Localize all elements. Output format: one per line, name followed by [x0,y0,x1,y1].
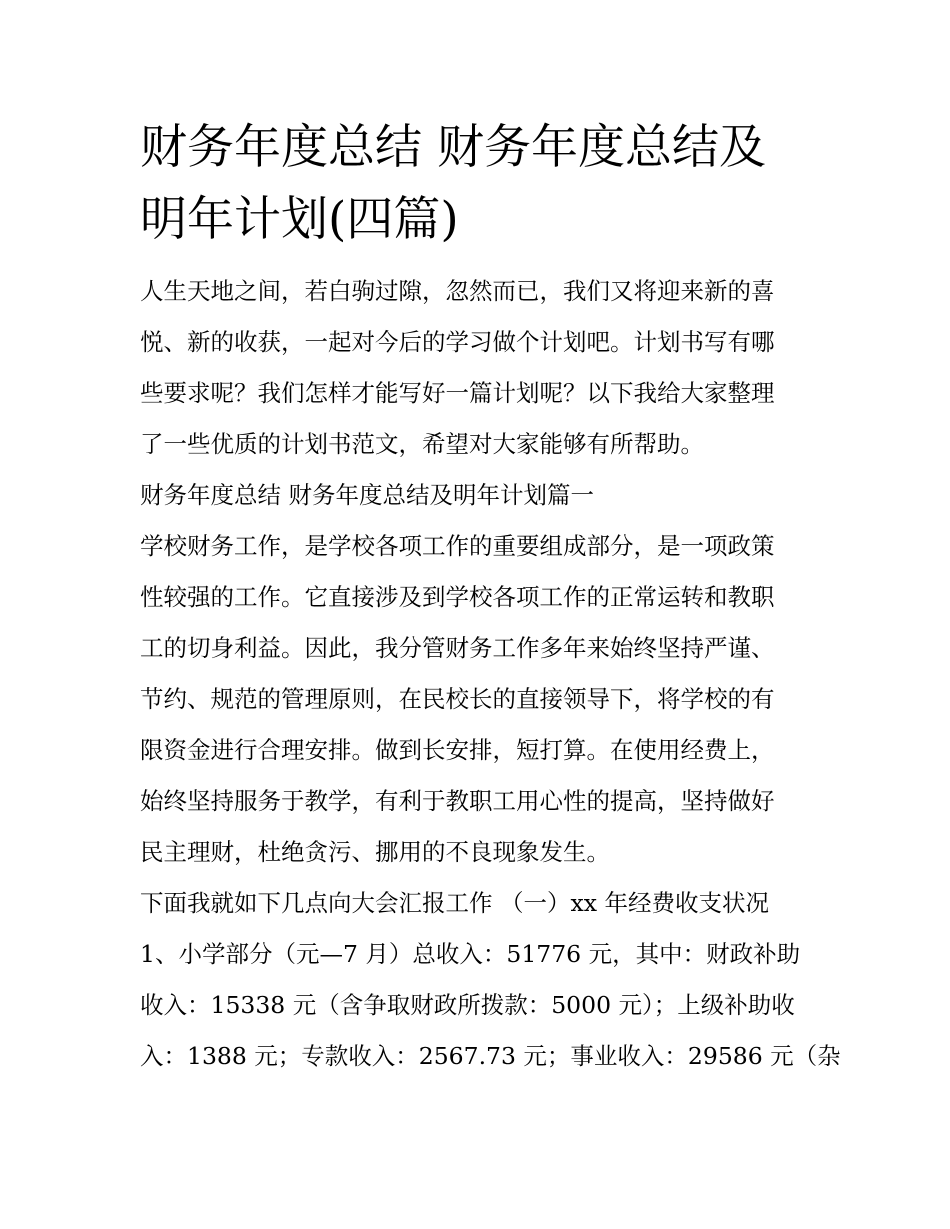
intro-line-2: 悦、新的收获，一起对今后的学习做个计划吧。计划书写有哪 [140,328,775,356]
paragraph-line-2: 性较强的工作。它直接涉及到学校各项工作的正常运转和教职 [140,583,775,611]
intro-line-3: 些要求呢？我们怎样才能写好一篇计划呢？以下我给大家整理 [140,379,775,407]
report-line-4: 入：1388 元；专款收入：2567.73 元；事业收入：29586 元（杂 [140,1042,841,1070]
paragraph-line-7: 民主理财，杜绝贪污、挪用的不良现象发生。 [140,838,610,866]
report-line-1: 下面我就如下几点向大会汇报工作 （一）xx 年经费收支状况 [140,889,769,917]
paragraph-line-5: 限资金进行合理安排。做到长安排，短打算。在使用经费上， [140,736,775,764]
title-line-1: 财务年度总结 财务年度总结及 [140,120,766,175]
document-title [140,112,820,256]
paragraph-line-4: 节约、规范的管理原则，在民校长的直接领导下，将学校的有 [140,685,775,713]
title-line-2: 明年计划(四篇) [140,192,459,247]
paragraph-line-1: 学校财务工作，是学校各项工作的重要组成部分，是一项政策 [140,532,775,560]
intro-line-1: 人生天地之间，若白驹过隙，忽然而已，我们又将迎来新的喜 [140,277,775,305]
paragraph-line-6: 始终坚持服务于教学，有利于教职工用心性的提高，坚持做好 [140,787,775,815]
intro-line-4: 了一些优质的计划书范文，希望对大家能够有所帮助。 [140,430,704,458]
section-heading: 财务年度总结 财务年度总结及明年计划篇一 [140,481,594,509]
paragraph-line-3: 工的切身利益。因此，我分管财务工作多年来始终坚持严谨、 [140,634,775,662]
document-body [140,266,841,1082]
report-line-3: 收入：15338 元（含争取财政所拨款：5000 元）；上级补助收 [140,991,795,1019]
document-content [140,112,841,1082]
report-line-2: 1、小学部分（元—7 月）总收入：51776 元，其中：财政补助 [140,940,801,968]
